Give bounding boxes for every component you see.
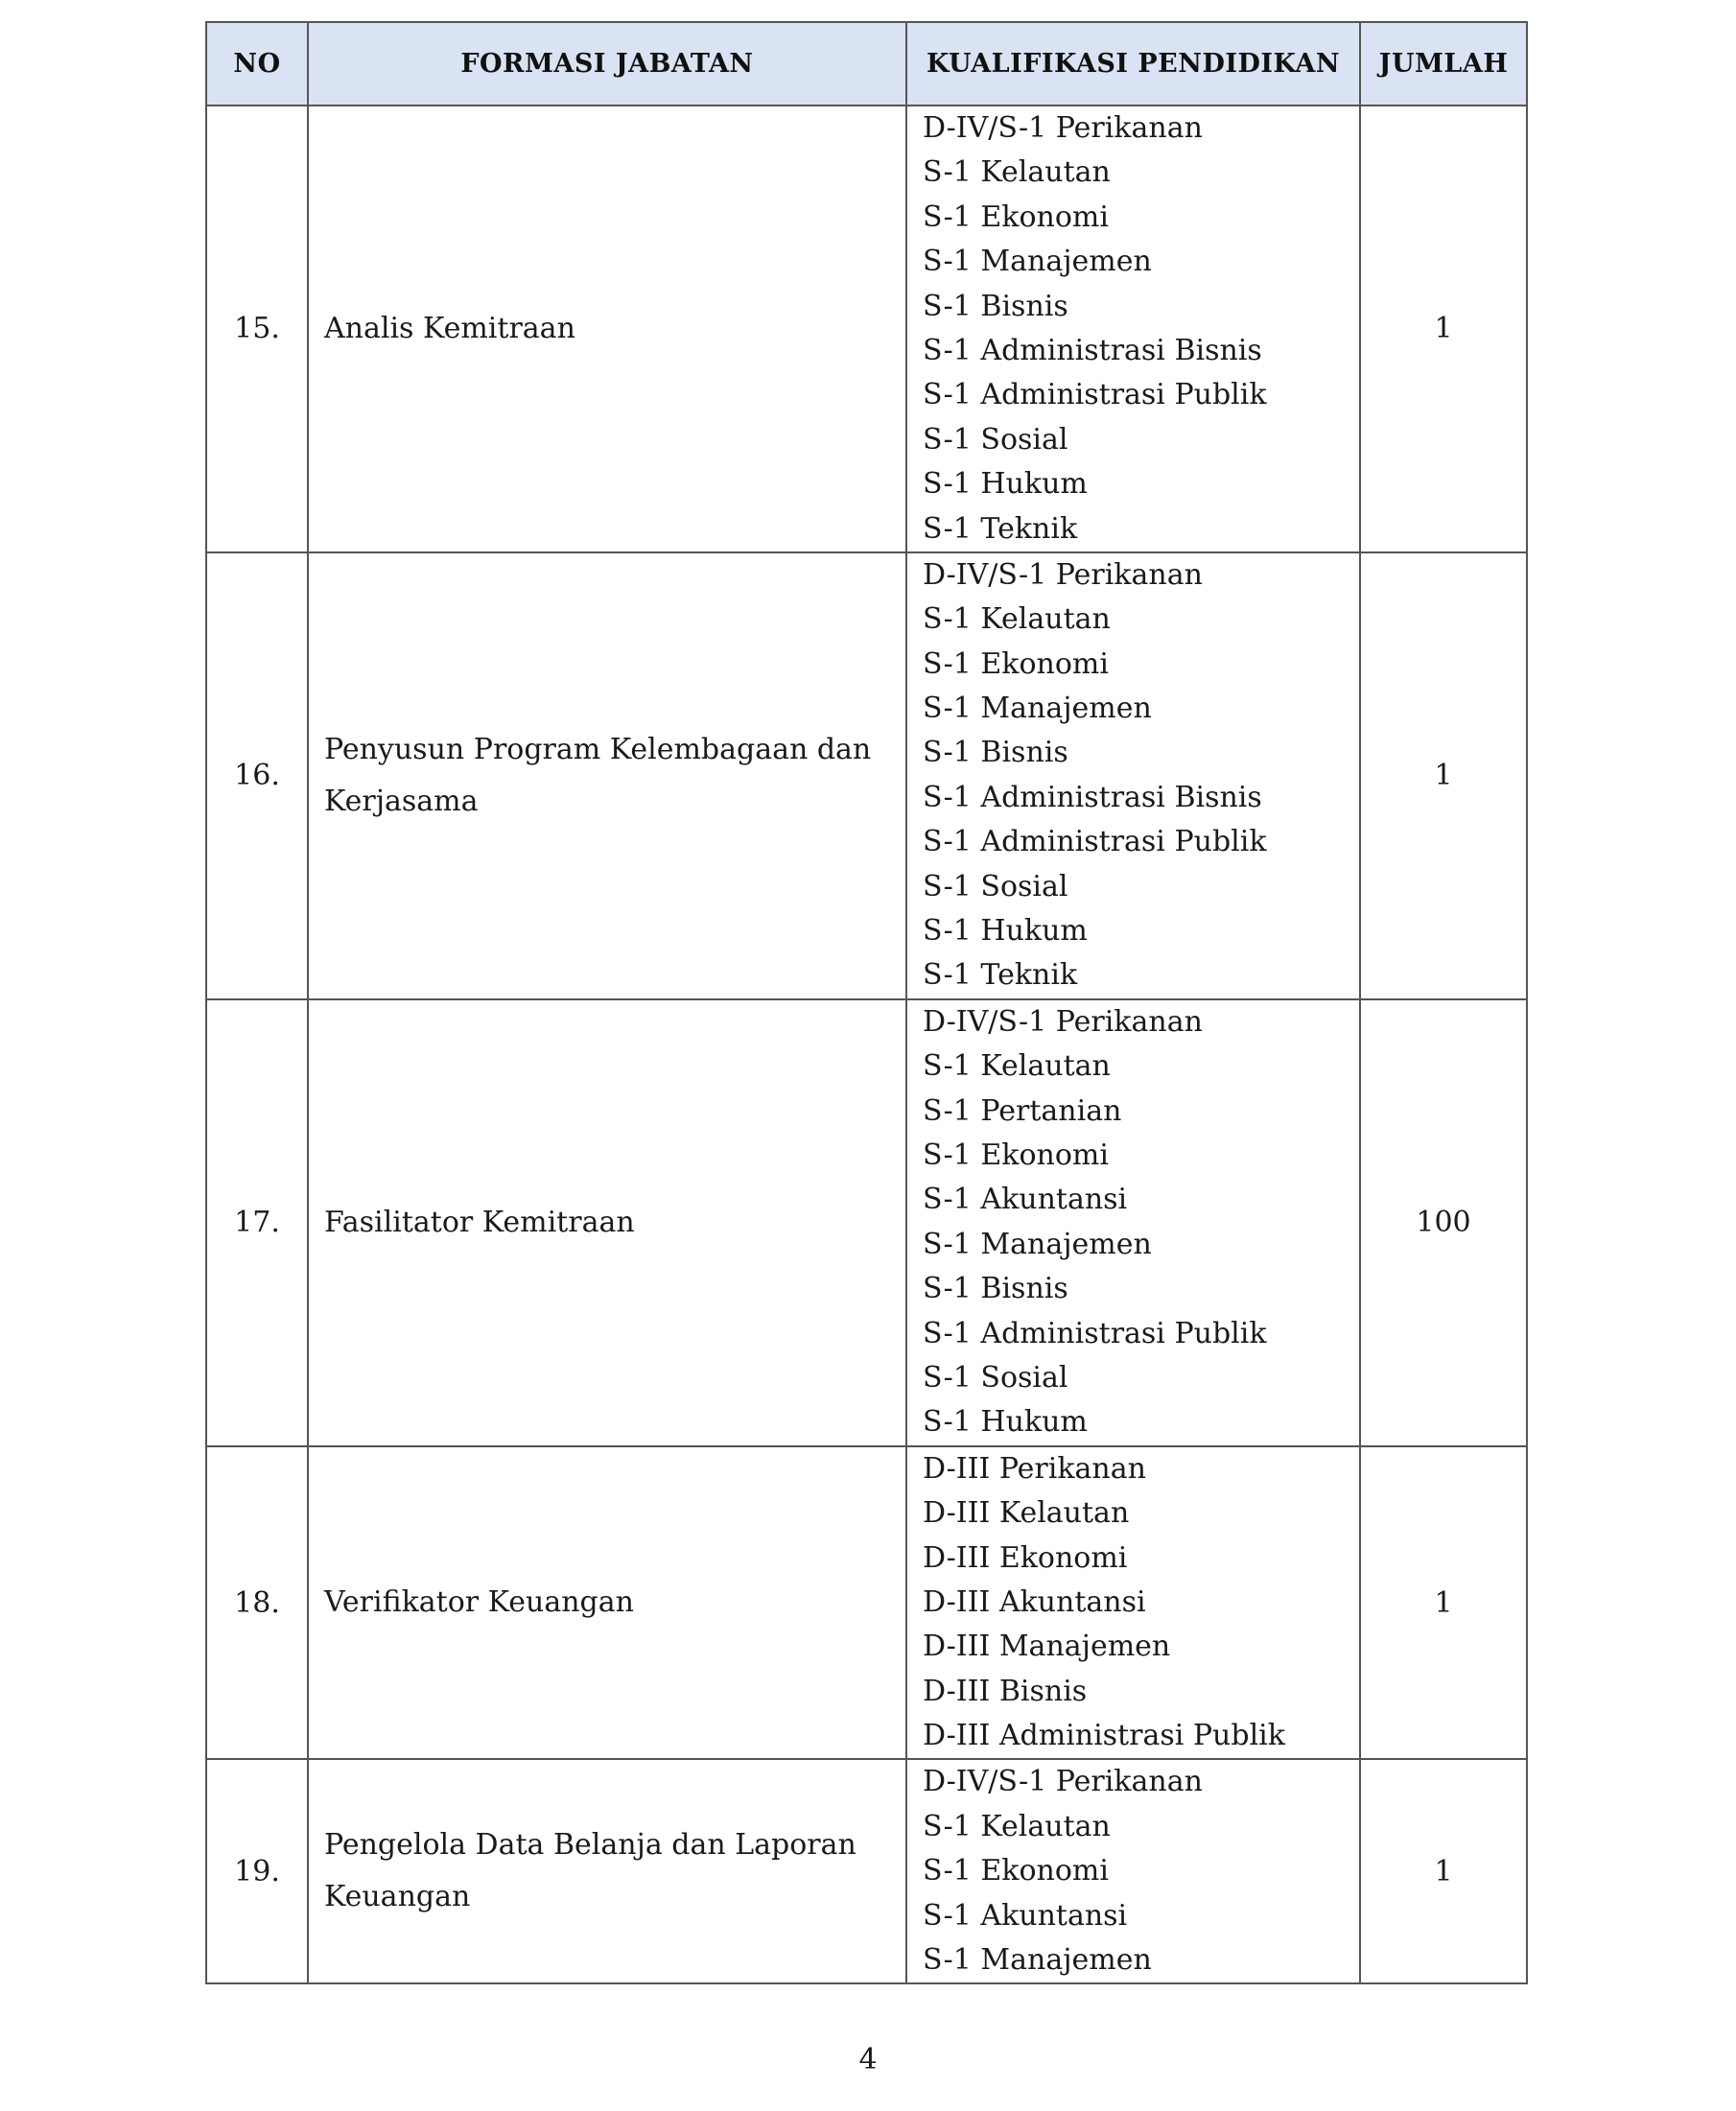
jumlah-cell: 1 (1360, 106, 1527, 552)
kualifikasi-item: S-1 Pertanian (923, 1093, 1122, 1128)
kualifikasi-item: S-1 Ekonomi (923, 1138, 1109, 1172)
kualifikasi-item: S-1 Administrasi Publik (923, 825, 1267, 859)
row-number: 19. (206, 1759, 308, 1983)
formasi-jabatan-cell: Verifikator Keuangan (308, 1446, 906, 1760)
kualifikasi-list (923, 553, 1359, 998)
table-row (206, 999, 1527, 1446)
formasi-jabatan-cell: Penyusun Program Kelembagaan dan Kerjasama (308, 552, 906, 999)
kualifikasi-item: S-1 Kelautan (923, 155, 1111, 190)
kualifikasi-item: S-1 Teknik (923, 511, 1078, 546)
kualifikasi-item: S-1 Bisnis (923, 289, 1068, 323)
kualifikasi-item: S-1 Manajemen (923, 245, 1152, 279)
jumlah-cell: 1 (1360, 1446, 1527, 1760)
kualifikasi-list (923, 106, 1359, 551)
kualifikasi-item: S-1 Manajemen (923, 1227, 1152, 1261)
kualifikasi-item: D-IV/S-1 Perikanan (923, 111, 1203, 145)
row-number: 16. (206, 552, 308, 999)
row-number: 15. (206, 106, 308, 552)
row-number: 17. (206, 999, 308, 1446)
kualifikasi-item: D-III Akuntansi (923, 1584, 1146, 1619)
kualifikasi-item: D-III Manajemen (923, 1630, 1171, 1664)
table-row (206, 106, 1527, 552)
kualifikasi-item: S-1 Kelautan (923, 602, 1111, 637)
kualifikasi-item: S-1 Kelautan (923, 1809, 1111, 1843)
kualifikasi-pendidikan-cell (906, 552, 1360, 999)
kualifikasi-item: D-III Ekonomi (923, 1540, 1128, 1575)
kualifikasi-item: S-1 Administrasi Bisnis (923, 333, 1262, 367)
kualifikasi-item: D-IV/S-1 Perikanan (923, 557, 1203, 592)
formasi-jabatan-cell: Pengelola Data Belanja dan Laporan Keuangan (308, 1759, 906, 1983)
kualifikasi-item: D-III Bisnis (923, 1674, 1088, 1708)
kualifikasi-list (923, 1760, 1359, 1982)
jumlah-cell: 1 (1360, 552, 1527, 999)
kualifikasi-item: D-III Perikanan (923, 1451, 1146, 1486)
row-number: 18. (206, 1446, 308, 1760)
kualifikasi-item: S-1 Ekonomi (923, 1854, 1109, 1888)
formasi-table (205, 21, 1528, 1984)
kualifikasi-pendidikan-cell (906, 106, 1360, 552)
kualifikasi-item: S-1 Administrasi Publik (923, 378, 1267, 412)
header-formasi-jabatan: FORMASI JABATAN (308, 22, 906, 106)
kualifikasi-item: S-1 Sosial (923, 1360, 1068, 1395)
table-body (206, 106, 1527, 1983)
header-kualifikasi-pendidikan: KUALIFIKASI PENDIDIKAN (906, 22, 1360, 106)
kualifikasi-item: D-IV/S-1 Perikanan (923, 1004, 1203, 1039)
header-no: NO (206, 22, 308, 106)
formasi-jabatan-cell: Fasilitator Kemitraan (308, 999, 906, 1446)
kualifikasi-list (923, 1447, 1359, 1759)
kualifikasi-item: S-1 Ekonomi (923, 646, 1109, 681)
kualifikasi-item: S-1 Bisnis (923, 1272, 1068, 1306)
header-jumlah: JUMLAH (1360, 22, 1527, 106)
jumlah-cell: 1 (1360, 1759, 1527, 1983)
kualifikasi-item: S-1 Hukum (923, 914, 1088, 949)
jumlah-cell: 100 (1360, 999, 1527, 1446)
kualifikasi-item: S-1 Ekonomi (923, 199, 1109, 234)
table-header (206, 22, 1527, 106)
kualifikasi-item: D-III Administrasi Publik (923, 1719, 1285, 1753)
kualifikasi-item: S-1 Manajemen (923, 692, 1152, 726)
kualifikasi-item: S-1 Hukum (923, 1405, 1088, 1440)
kualifikasi-pendidikan-cell (906, 1446, 1360, 1760)
kualifikasi-item: S-1 Sosial (923, 422, 1068, 457)
kualifikasi-item: S-1 Teknik (923, 958, 1078, 993)
kualifikasi-item: D-IV/S-1 Perikanan (923, 1765, 1203, 1799)
table-row (206, 1759, 1527, 1983)
kualifikasi-item: S-1 Administrasi Bisnis (923, 780, 1262, 814)
kualifikasi-list (923, 1000, 1359, 1445)
kualifikasi-item: S-1 Hukum (923, 467, 1088, 502)
header-row (206, 22, 1527, 106)
kualifikasi-pendidikan-cell (906, 1759, 1360, 1983)
kualifikasi-item: S-1 Kelautan (923, 1049, 1111, 1084)
kualifikasi-item: S-1 Akuntansi (923, 1183, 1128, 1217)
kualifikasi-item: S-1 Akuntansi (923, 1898, 1128, 1933)
page-number: 4 (858, 2043, 878, 2076)
kualifikasi-item: S-1 Sosial (923, 869, 1068, 903)
kualifikasi-item: D-III Kelautan (923, 1496, 1130, 1531)
kualifikasi-item: S-1 Bisnis (923, 736, 1068, 770)
kualifikasi-pendidikan-cell (906, 999, 1360, 1446)
formasi-jabatan-cell: Analis Kemitraan (308, 106, 906, 552)
kualifikasi-item: S-1 Manajemen (923, 1943, 1152, 1978)
kualifikasi-item: S-1 Administrasi Publik (923, 1316, 1267, 1350)
table-row (206, 552, 1527, 999)
table-row (206, 1446, 1527, 1760)
